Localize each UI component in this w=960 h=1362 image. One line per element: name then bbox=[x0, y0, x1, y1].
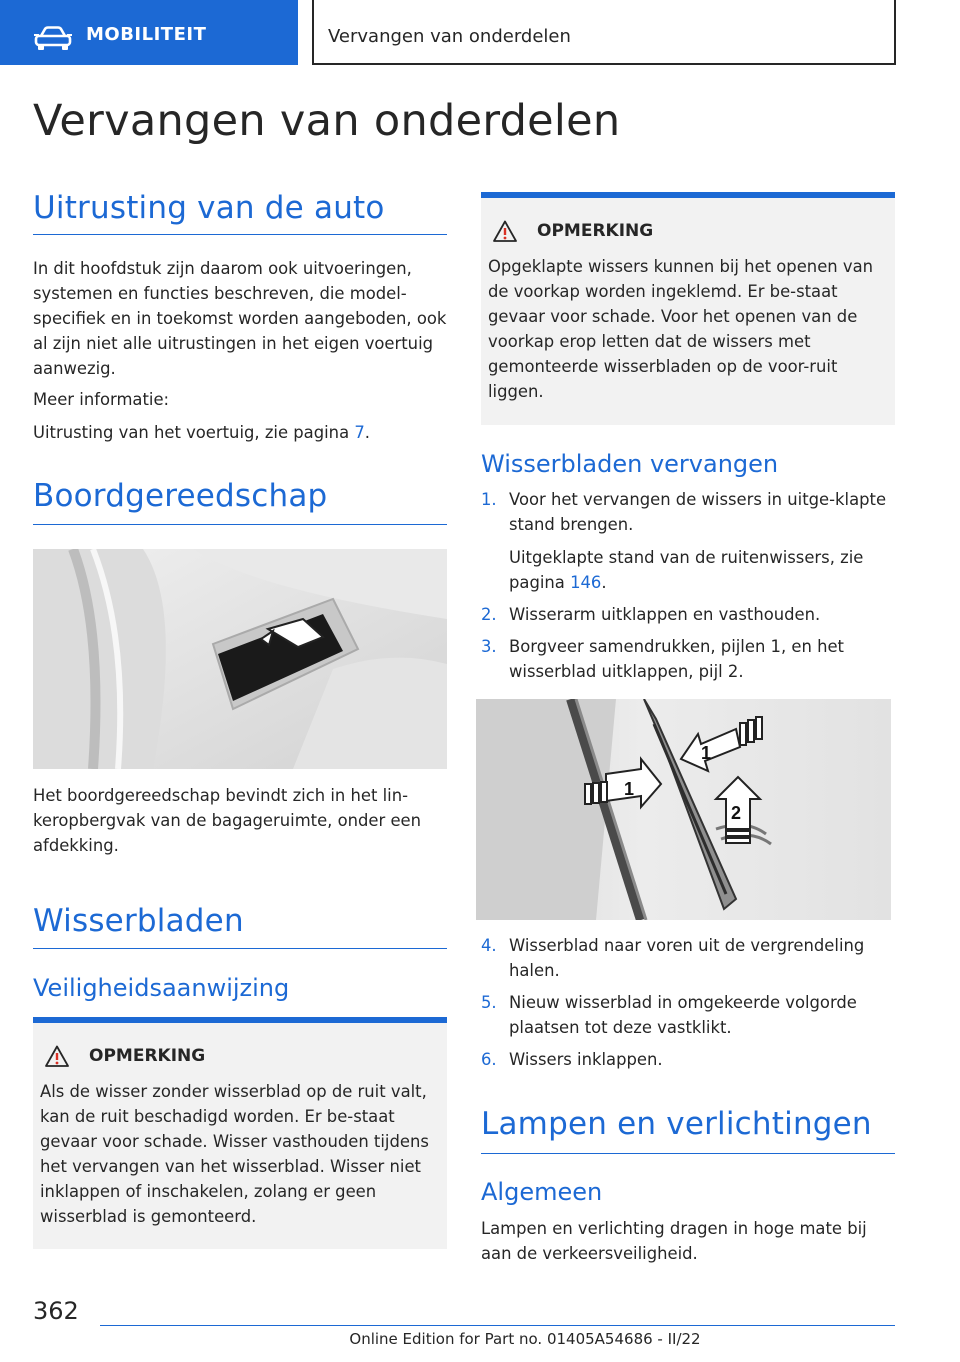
page-title: Vervangen van onderdelen bbox=[33, 96, 621, 146]
equipment-reference: Uitrusting van het voertuig, zie pagina 7. bbox=[33, 423, 370, 442]
notice-box bbox=[481, 192, 895, 425]
car-icon bbox=[34, 26, 72, 52]
equipment-paragraph: In dit hoofdstuk zijn daarom ook uitvoeringen, systemen en functies beschreven, die model-specifiek en in toekomst worden aangeboden, ook al zijn niet alle uitrustingen in het eigen voertuig aanwezig. bbox=[33, 259, 447, 378]
step-number: 5. bbox=[481, 993, 497, 1012]
step-text: Nieuw wisserblad in omgekeerde volgorde plaatsen tot deze vastklikt. bbox=[509, 993, 857, 1037]
heading-safety: Veiligheidsaanwijzing bbox=[33, 974, 290, 1002]
header-bar bbox=[0, 0, 960, 66]
step-text: Wisserarm uitklappen en vasthouden. bbox=[509, 605, 821, 624]
notice-text: Als de wisser zonder wisserblad op de ruit valt, kan de ruit beschadigd worden. Er be-staat gevaar voor schade. Wisser vasthouden tijdens het vervangen van het wisserblad. Wisser niet inklappen of inschakelen, zolang er geen wisserblad is gemonteerd. bbox=[40, 1082, 429, 1226]
heading-replace-wipers: Wisserbladen vervangen bbox=[481, 450, 779, 478]
step-number: 3. bbox=[481, 637, 497, 656]
chapter-title-box bbox=[312, 0, 896, 65]
figure-label: 1 bbox=[624, 779, 635, 799]
heading-rule bbox=[33, 948, 447, 949]
section-tab[interactable] bbox=[0, 0, 298, 65]
toolkit-photo bbox=[33, 549, 447, 769]
notice-title: OPMERKING bbox=[89, 1046, 206, 1066]
heading-rule bbox=[481, 1153, 895, 1154]
wiper-photo bbox=[476, 699, 891, 920]
notice-header bbox=[45, 1045, 205, 1067]
step-text: Borgveer samendrukken, pijlen 1, en het wisserblad uitklappen, pijl 2. bbox=[509, 637, 844, 681]
toolkit-caption: Het boordgereedschap bevindt zich in het lin-keropbergvak van de bagageruimte, onder een afdekking. bbox=[33, 786, 422, 855]
page-number: 362 bbox=[33, 1297, 79, 1325]
footer-rule bbox=[100, 1325, 895, 1326]
step-text: Wisserblad naar voren uit de vergrendeling halen. bbox=[509, 936, 865, 980]
step-1-reference: Uitgeklapte stand van de ruitenwissers, zie pagina 146. bbox=[509, 548, 864, 592]
heading-lamps: Lampen en verlichtingen bbox=[481, 1106, 872, 1142]
section-label: MOBILITEIT bbox=[86, 24, 207, 45]
step-number: 2. bbox=[481, 605, 497, 624]
step-number: 4. bbox=[481, 936, 497, 955]
general-paragraph: Lampen en verlichting dragen in hoge mate bij aan de verkeersveiligheid. bbox=[481, 1219, 867, 1263]
figure-label: 2 bbox=[731, 803, 742, 823]
page-link-146[interactable]: 146 bbox=[570, 573, 602, 592]
heading-equipment: Uitrusting van de auto bbox=[33, 190, 385, 226]
heading-wipers: Wisserbladen bbox=[33, 903, 244, 939]
warning-triangle-icon bbox=[45, 1045, 69, 1067]
step-text: Wissers inklappen. bbox=[509, 1050, 663, 1069]
notice-box bbox=[33, 1017, 447, 1249]
chapter-label: Vervangen van onderdelen bbox=[328, 26, 571, 47]
page-link-7[interactable]: 7 bbox=[354, 423, 365, 442]
figure-label: 1 bbox=[701, 743, 712, 763]
warning-triangle-icon bbox=[493, 220, 517, 242]
step-number: 1. bbox=[481, 490, 497, 509]
heading-general: Algemeen bbox=[481, 1178, 603, 1206]
notice-title: OPMERKING bbox=[537, 221, 654, 241]
heading-toolkit: Boordgereedschap bbox=[33, 478, 328, 514]
notice-text: Opgeklapte wissers kunnen bij het openen van de voorkap worden ingeklemd. Er be-staat gevaar voor schade. Voor het openen van de voorkap erop letten dat de wissers met gemonteerde wisserbladen op de voor-ruit liggen. bbox=[488, 257, 874, 401]
more-info-label: Meer informatie: bbox=[33, 390, 170, 409]
heading-rule bbox=[33, 234, 447, 235]
heading-rule bbox=[33, 524, 447, 525]
step-number: 6. bbox=[481, 1050, 497, 1069]
notice-header bbox=[493, 220, 653, 242]
step-text: Voor het vervangen de wissers in uitge-klapte stand brengen. bbox=[509, 490, 887, 534]
edition-footer: Online Edition for Part no. 01405A54686 - II/22 bbox=[349, 1330, 701, 1348]
